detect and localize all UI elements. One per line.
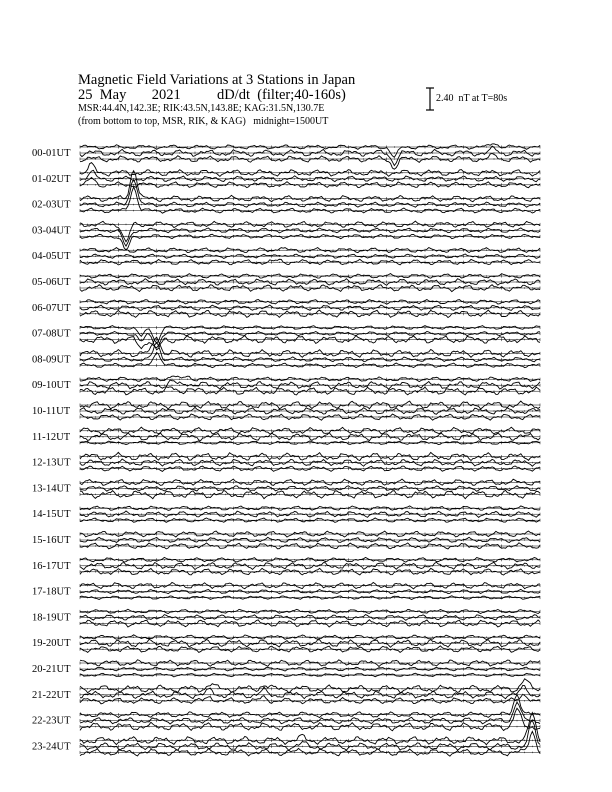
row-label: 06-07UT (32, 302, 71, 314)
row-label: 04-05UT (32, 251, 71, 263)
row-label: 23-24UT (32, 741, 71, 753)
row-label: 14-15UT (32, 509, 71, 521)
row-label: 08-09UT (32, 354, 71, 366)
row-label: 00-01UT (32, 148, 71, 159)
row-label: 21-22UT (32, 689, 71, 701)
row-label: 07-08UT (32, 328, 71, 340)
chart-title: Magnetic Field Variations at 3 Stations in Japan (78, 72, 356, 88)
trace-msr (80, 336, 540, 350)
date-filter-line: 25 May 2021 dD/dt (filter;40-160s) (78, 87, 346, 103)
station-order-note: (from bottom to top, MSR, RIK, & KAG) midnight=1500UT (78, 116, 329, 127)
row-label: 22-23UT (32, 715, 71, 727)
trace-kag (80, 163, 540, 177)
row-label: 03-04UT (32, 225, 71, 237)
row-label: 17-18UT (32, 586, 71, 598)
row-label: 02-03UT (32, 199, 71, 211)
trace-msr (80, 153, 540, 169)
row-label: 12-13UT (32, 457, 71, 469)
scale-label: 2.40 nT at T=80s (436, 93, 508, 104)
row-label: 05-06UT (32, 277, 71, 288)
row-label: 18-19UT (32, 612, 71, 624)
row-label: 15-16UT (32, 535, 71, 546)
trace-rik (80, 146, 540, 166)
row-label: 19-20UT (32, 638, 71, 650)
row-label: 01-02UT (32, 173, 71, 185)
row-label: 11-12UT (32, 431, 71, 443)
row-label: 10-11UT (32, 406, 71, 417)
station-coordinates: MSR:44.4N,142.3E; RIK:43.5N,143.8E; KAG:31.5N,130.7E (78, 103, 325, 114)
trace-kag (80, 679, 540, 693)
row-label: 20-21UT (32, 664, 71, 675)
row-label: 16-17UT (32, 560, 71, 572)
row-label: 09-10UT (32, 380, 71, 392)
row-label: 13-14UT (32, 483, 71, 495)
